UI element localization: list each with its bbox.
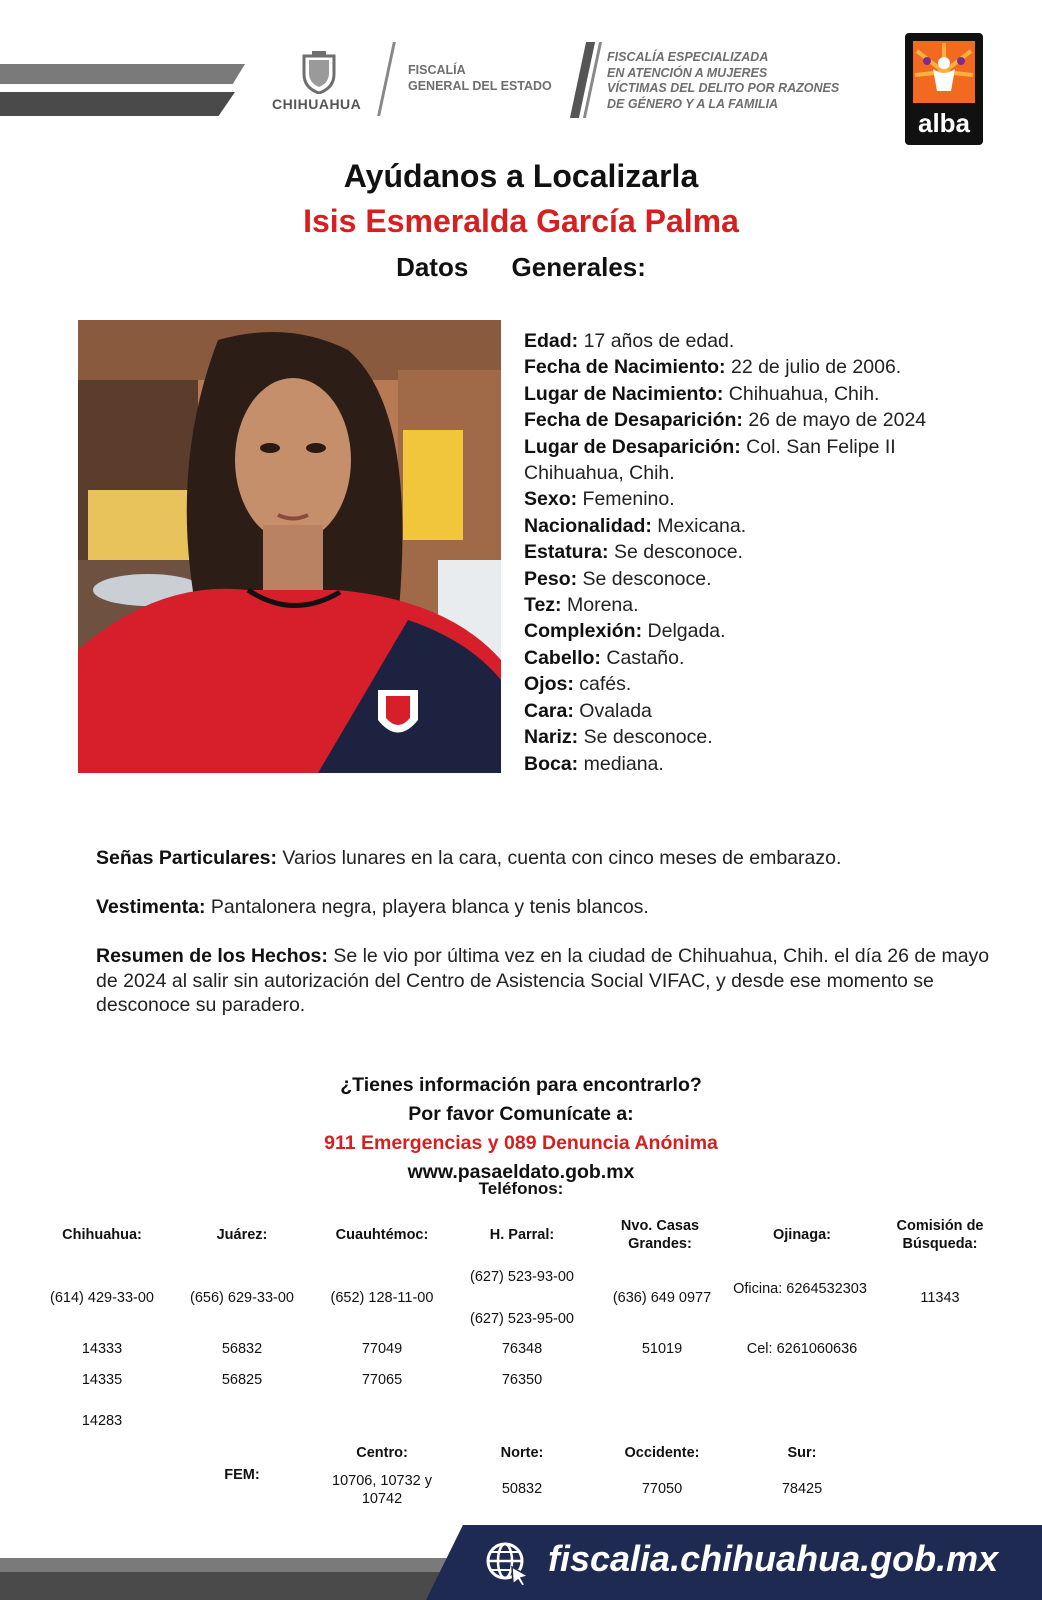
- phone-casas-grandes[interactable]: (636) 649 0977: [612, 1290, 712, 1306]
- chihuahua-shield-icon: [300, 50, 338, 94]
- detail-row: [524, 671, 994, 697]
- detail-row: [524, 434, 994, 487]
- ext-chihuahua-3: 14283: [81, 1413, 123, 1429]
- detail-label: Cabello:: [524, 646, 601, 669]
- phone-chihuahua[interactable]: (614) 429-33-00: [50, 1290, 154, 1306]
- detail-label: Estatura:: [524, 541, 609, 564]
- phone-parral-1[interactable]: (627) 523-93-00: [470, 1269, 574, 1285]
- phone-juarez[interactable]: (656) 629-33-00: [190, 1290, 294, 1306]
- detail-value: Se desconoce.: [608, 541, 743, 564]
- footer-url-link[interactable]: fiscalia.chihuahua.gob.mx: [548, 1538, 999, 1579]
- senas-value: Varios lunares en la cara, cuenta con cinco meses de embarazo.: [277, 847, 842, 869]
- detail-row: [524, 381, 994, 407]
- fem-label: FEM:: [224, 1467, 260, 1483]
- detail-row: [524, 698, 994, 724]
- fem-norte-value: 50832: [501, 1481, 543, 1497]
- fem-occidente-header: Occidente:: [624, 1445, 700, 1461]
- senas-paragraph: [96, 846, 996, 871]
- state-name: CHIHUAHUA: [272, 96, 362, 112]
- details-list: [524, 328, 994, 777]
- detail-value: Chihuahua, Chih.: [723, 382, 880, 405]
- detail-label: Ojos:: [524, 673, 574, 696]
- vestimenta-paragraph: [96, 895, 996, 920]
- header-stripe-dark: [0, 92, 235, 116]
- fem-norte-header: Norte:: [500, 1445, 544, 1461]
- contact-please: Por favor Comunícate a:: [408, 1103, 634, 1125]
- ext-parral-2: 76350: [501, 1372, 543, 1388]
- fge-line: FISCALÍA: [408, 63, 466, 77]
- ext-cuauhtemoc-2: 77065: [361, 1372, 403, 1388]
- page-heading: Ayúdanos a Localizarla: [343, 158, 699, 194]
- detail-row: [524, 539, 994, 565]
- alba-logo-graphic: [913, 41, 975, 103]
- detail-label: Boca:: [524, 752, 579, 775]
- col-header-ojinaga: Ojinaga:: [772, 1227, 831, 1243]
- missing-person-photo: [78, 320, 501, 773]
- fe-line: EN ATENCIÓN A MUJERES: [607, 65, 768, 80]
- resumen-label: Resumen de los Hechos:: [96, 945, 328, 967]
- fe-label: [607, 50, 867, 112]
- col-header-cuauhtemoc: Cuauhtémoc:: [335, 1227, 429, 1243]
- detail-row: [524, 724, 994, 750]
- phone-ojinaga-office[interactable]: Oficina: 6264532303: [733, 1281, 867, 1297]
- detail-label: Peso:: [524, 567, 578, 590]
- protocolo-alba-logo: [905, 33, 983, 145]
- detail-label: Fecha de Nacimiento:: [524, 356, 726, 379]
- detail-value: cafés.: [573, 673, 632, 696]
- detail-label: Nariz:: [524, 726, 579, 749]
- detail-label: Lugar de Nacimiento:: [524, 382, 724, 405]
- detail-label: Nacionalidad:: [524, 514, 652, 537]
- fem-centro-value: 10706, 10732 y 10742: [332, 1473, 432, 1507]
- detail-value: Se desconoce.: [578, 726, 713, 749]
- detail-value: Delgada.: [642, 620, 726, 643]
- detail-row: [524, 486, 994, 512]
- detail-value: Col. San Felipe II Chihuahua, Chih.: [524, 435, 896, 485]
- detail-row: [524, 645, 994, 671]
- detail-value: 22 de julio de 2006.: [725, 356, 902, 379]
- fe-line: DE GÉNERO Y A LA FAMILIA: [607, 96, 779, 111]
- ext-cuauhtemoc-1: 77049: [361, 1341, 403, 1357]
- detail-value: 26 de mayo de 2024: [742, 409, 927, 432]
- alba-figure-icon: [913, 41, 975, 103]
- col-header-casas-grandes: Nvo. Casas Grandes:: [620, 1218, 700, 1252]
- detail-row: [524, 354, 994, 380]
- detail-row: [524, 751, 994, 777]
- header-stripe-light: [0, 64, 245, 84]
- col-header-juarez: Juárez:: [216, 1227, 268, 1243]
- section-heading: Datos Generales:: [396, 252, 646, 282]
- missing-person-name: Isis Esmeralda García Palma: [303, 203, 739, 239]
- ext-chihuahua-1: 14333: [81, 1341, 123, 1357]
- phone-ojinaga-cel[interactable]: Cel: 6261060636: [746, 1341, 858, 1357]
- phone-comision[interactable]: 11343: [920, 1290, 960, 1306]
- col-header-comision: Comisión de Búsqueda:: [896, 1218, 984, 1252]
- col-header-parral: H. Parral:: [489, 1227, 555, 1243]
- detail-value: mediana.: [578, 752, 664, 775]
- ext-parral-1: 76348: [501, 1341, 543, 1357]
- fe-line: FISCALÍA ESPECIALIZADA: [607, 50, 769, 64]
- vestimenta-value: Pantalonera negra, playera blanca y tenis blancos.: [205, 896, 649, 918]
- detail-row: [524, 618, 994, 644]
- resumen-paragraph: [96, 944, 991, 1018]
- detail-value: Femenino.: [577, 488, 675, 511]
- detail-value: Ovalada: [573, 699, 652, 722]
- fge-label: [408, 62, 552, 94]
- detail-row: [524, 592, 994, 618]
- detail-label: Tez:: [524, 594, 562, 617]
- phones-label: Teléfonos:: [478, 1179, 564, 1198]
- fe-line: VÍCTIMAS DEL DELITO POR RAZONES: [607, 81, 840, 95]
- footer-stripe-dark: [0, 1572, 470, 1600]
- detail-label: Fecha de Desaparición:: [524, 409, 743, 432]
- detail-row: [524, 407, 994, 433]
- fge-line: GENERAL DEL ESTADO: [408, 79, 552, 93]
- detail-label: Complexión:: [524, 620, 643, 643]
- detail-row: [524, 566, 994, 592]
- ext-juarez-2: 56825: [221, 1372, 263, 1388]
- vestimenta-label: Vestimenta:: [96, 896, 206, 918]
- detail-label: Cara:: [524, 699, 574, 722]
- contact-question: ¿Tienes información para encontrarlo?: [340, 1074, 702, 1096]
- emergency-numbers: 911 Emergencias y 089 Denuncia Anónima: [324, 1132, 718, 1154]
- detail-value: Castaño.: [600, 646, 685, 669]
- detail-label: Sexo:: [524, 488, 578, 511]
- fem-sur-value: 78425: [781, 1481, 823, 1497]
- detail-value: Mexicana.: [651, 514, 747, 537]
- ext-chihuahua-2: 14335: [81, 1372, 123, 1388]
- resumen-value: Se le vio por última vez en la ciudad de Chihuahua, Chih. el día 26 de mayo de 2024 al salir sin autorización del Centro de Asistencia Social VIFAC, y desde ese momento se desconoce su paradero.: [96, 945, 990, 1016]
- fem-centro-header: Centro:: [356, 1445, 408, 1461]
- detail-value: 17 años de edad.: [578, 330, 735, 352]
- detail-label: Lugar de Desaparición:: [524, 435, 741, 458]
- detail-row: [524, 328, 994, 354]
- col-header-chihuahua: Chihuahua:: [62, 1227, 142, 1243]
- ext-casas-grandes-1: 51019: [641, 1341, 683, 1357]
- detail-value: Se desconoce.: [577, 567, 712, 590]
- alba-text: alba: [917, 108, 971, 138]
- website-link[interactable]: www.pasaeldato.gob.mx: [407, 1161, 635, 1183]
- fem-occidente-value: 77050: [641, 1481, 683, 1497]
- senas-label: Señas Particulares:: [96, 847, 278, 869]
- detail-row: [524, 513, 994, 539]
- detail-label: Edad:: [524, 330, 579, 352]
- ext-juarez-1: 56832: [221, 1341, 263, 1357]
- phone-cuauhtemoc[interactable]: (652) 128-11-00: [330, 1290, 434, 1306]
- detail-value: Morena.: [561, 594, 639, 617]
- globe-cursor-icon: [484, 1540, 530, 1586]
- phone-parral-2[interactable]: (627) 523-95-00: [470, 1311, 574, 1327]
- header-divider: [377, 42, 396, 116]
- fem-sur-header: Sur:: [787, 1445, 817, 1461]
